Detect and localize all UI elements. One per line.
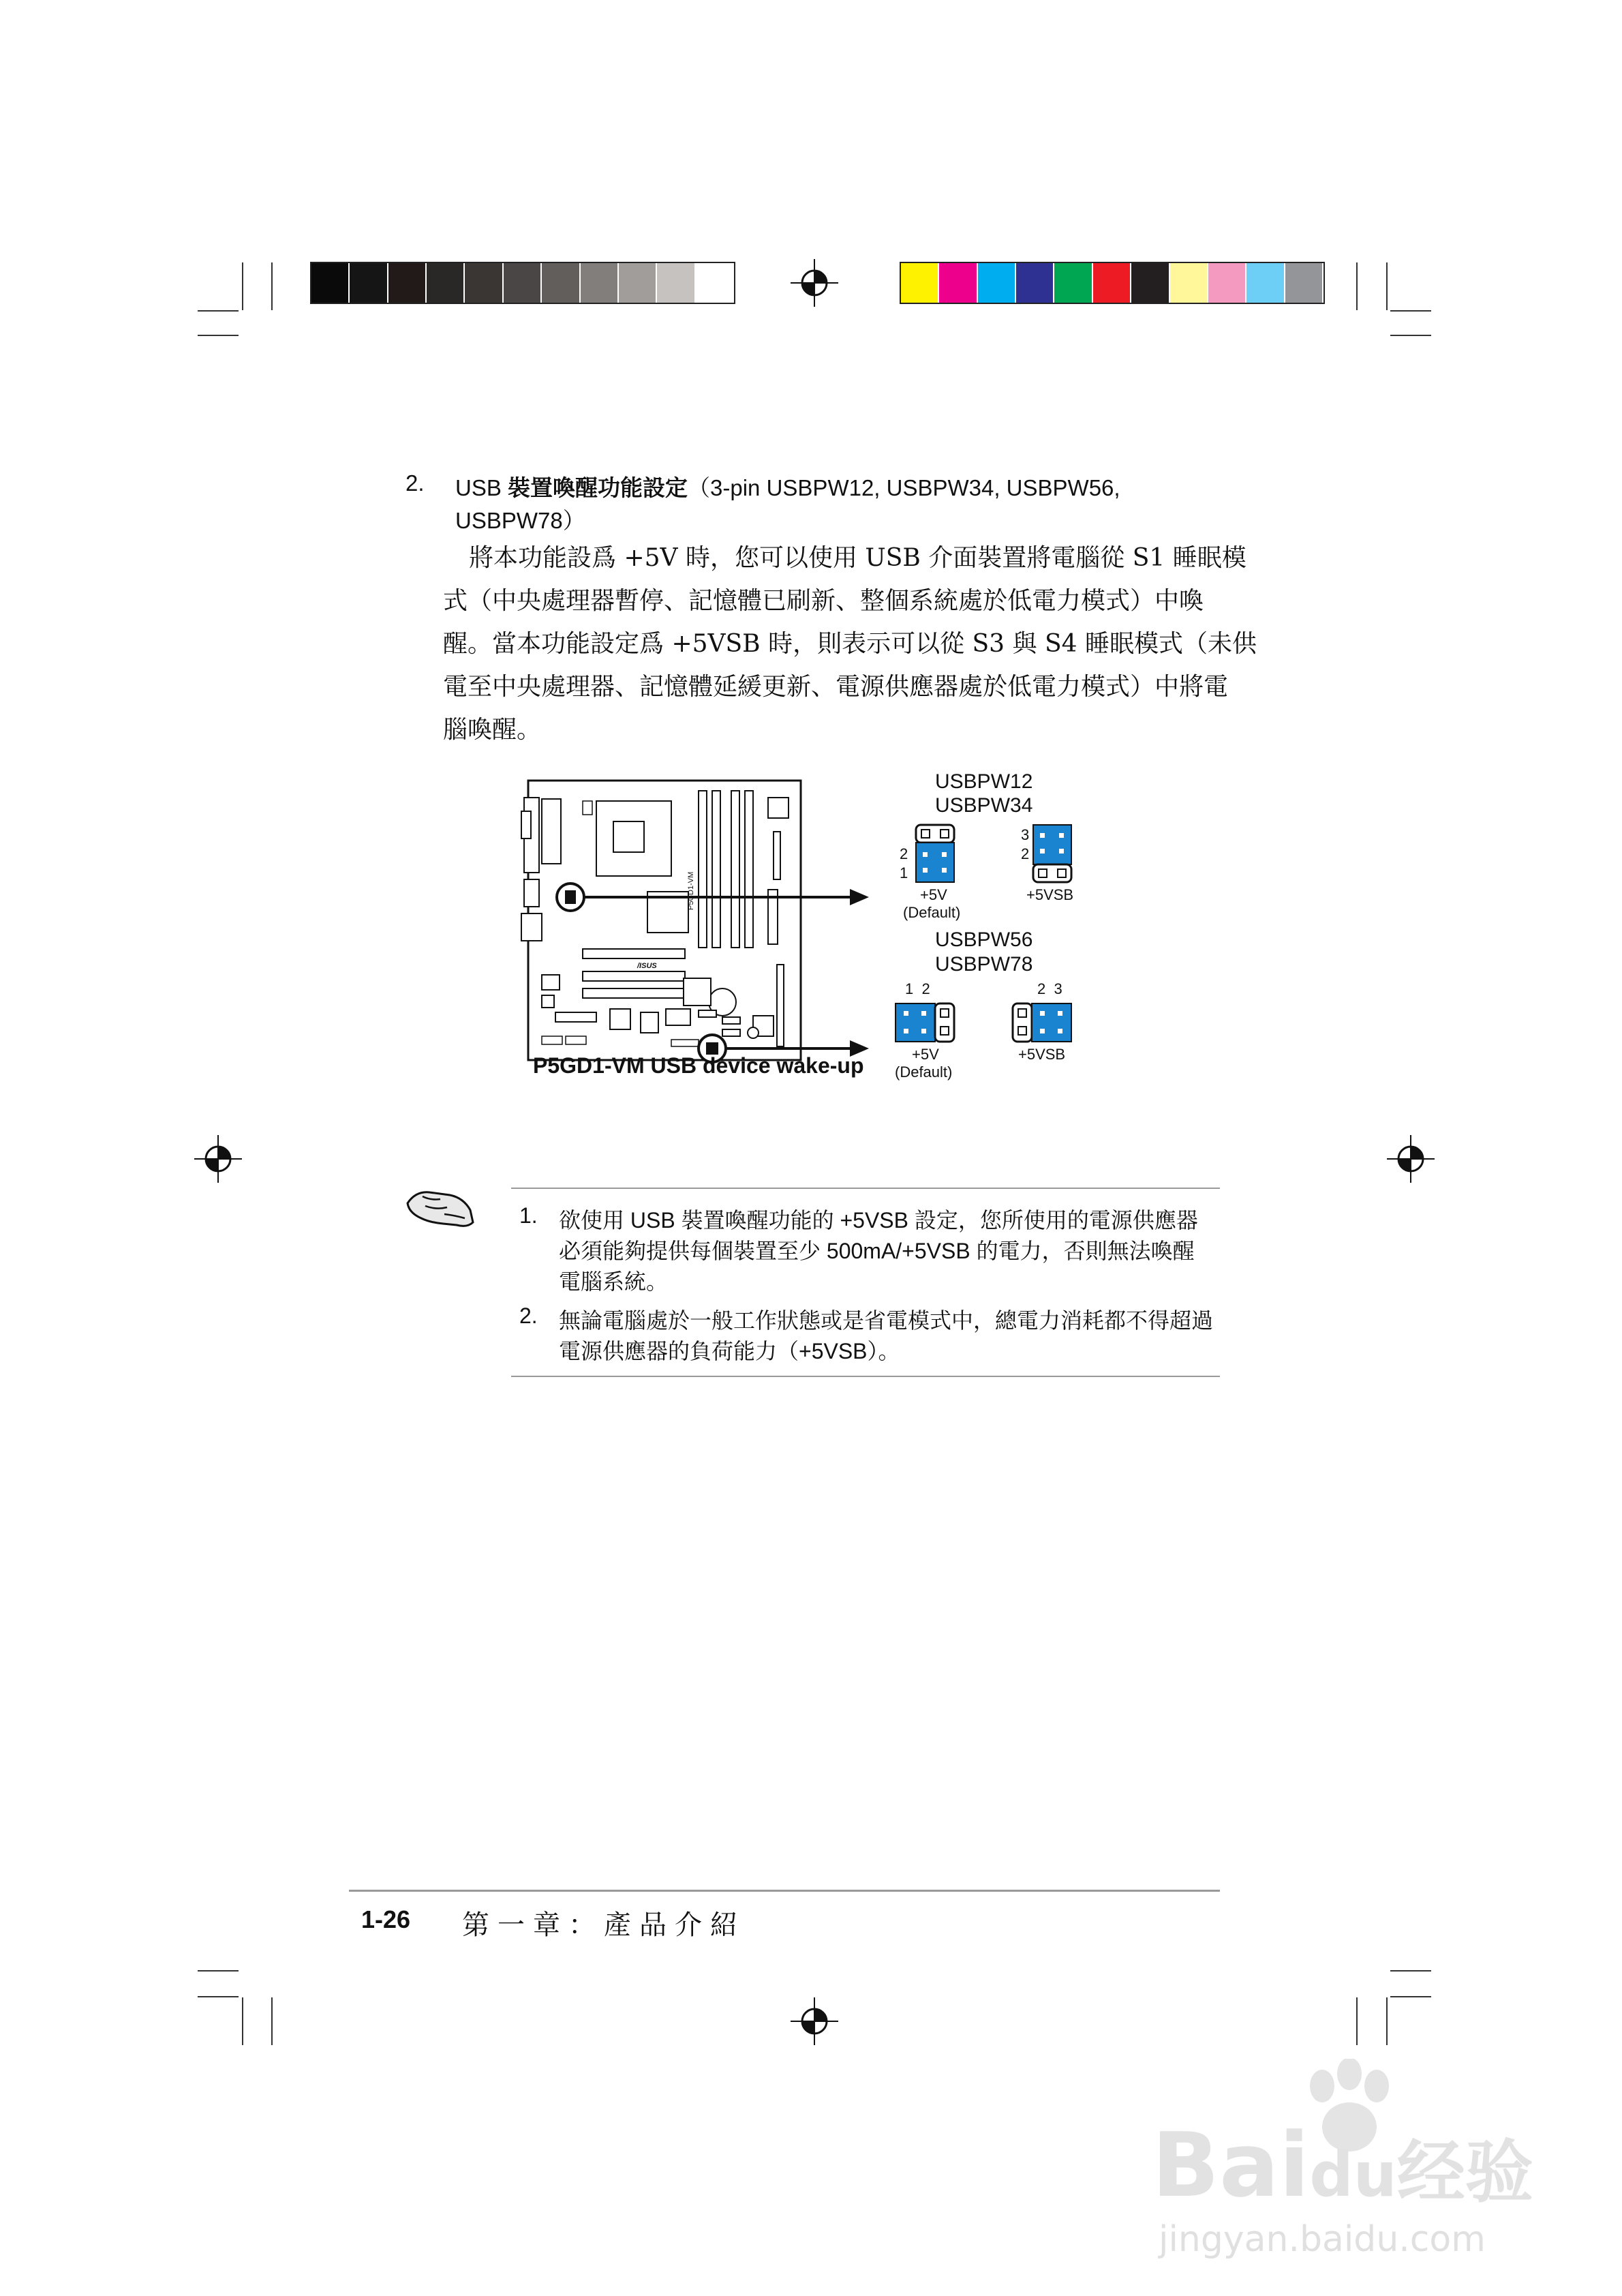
color-swatch [1208,263,1245,303]
color-swatch [939,263,976,303]
page-number: 1-26 [361,1905,411,1933]
color-swatch [1285,263,1322,303]
gray-swatch [465,263,502,303]
section-heading-line1 [455,470,1120,502]
jumper-group2-title2: USBPW78 [935,953,1033,976]
color-bar [900,262,1325,304]
gray-swatch [619,263,656,303]
footer-rule [349,1890,1220,1892]
color-swatch [901,263,938,303]
section-number: 2. [406,470,425,496]
jumper-group2-5v-icon [894,1002,957,1043]
registration-mark-bottom-icon [791,1997,838,2045]
color-swatch [1054,263,1091,303]
color-swatch [1093,263,1130,303]
paragraph-line: 將本功能設爲 +5V 時，您可以使用 USB 介面裝置將電腦從 S1 睡眠模 [469,544,1246,572]
color-swatch [1131,263,1168,303]
jumper-group2-right-label: +5VSB [1018,1046,1066,1063]
watermark-brand [1152,2113,1533,2217]
paragraph-line: 腦喚醒。 [443,716,542,744]
watermark-brand-part1: Bai [1152,2113,1310,2217]
gray-swatch [696,263,733,303]
color-swatch [1016,263,1053,303]
paragraph-line: 醒。當本功能設定爲 +5VSB 時，則表示可以從 S3 與 S4 睡眠模式（未供 [443,630,1257,658]
jumper-group2-left-sub: (Default) [895,1063,953,1081]
jumper-pin-label: 2 3 [1037,980,1062,997]
jumper-group1-left-sub: (Default) [903,904,961,921]
jumper-group1-left-label: +5V [920,886,947,903]
note-line: 電腦系統。 [559,1269,669,1294]
watermark-service: 经验 [1396,2132,1533,2212]
gray-swatch [388,263,425,303]
jumper-pin-label: 2 [1021,845,1030,862]
note-line: 必須能夠提供每個裝置至少 500mA/+5VSB 的電力，否則無法喚醒 [559,1239,1195,1263]
jumper-group1-5v-icon [915,824,955,883]
jumper-group2-title1: USBPW56 [935,928,1033,951]
section-heading-rest: （3-pin USBPW12, USBPW34, USBPW56, [688,475,1120,500]
jumper-group1-title1: USBPW12 [935,770,1033,793]
paragraph-line: 式（中央處理器暫停、記憶體已刷新、整個系統處於低電力模式）中喚 [443,587,1204,615]
color-swatch [1246,263,1283,303]
jumper-group2-left-label: +5V [912,1046,939,1063]
figure-caption: P5GD1-VM USB device wake-up [533,1053,864,1078]
jumper-group2-5vsb-icon [1011,1002,1074,1043]
section-heading-bold: 裝置喚醒功能設定 [508,475,688,500]
note-line: 電源供應器的負荷能力（+5VSB）。 [559,1339,900,1363]
note-line: 欲使用 USB 裝置喚醒功能的 +5VSB 設定，您所使用的電源供應器 [559,1208,1198,1233]
motherboard-diagram [515,770,876,1070]
registration-mark-left-icon [194,1135,242,1183]
jumper-pin-label: 1 2 [905,980,930,997]
section-heading-prefix: USB [455,475,508,500]
gray-swatch [581,263,617,303]
jumper-group1-title2: USBPW34 [935,794,1033,817]
jumper-pin-label: 1 [900,864,908,881]
gray-swatch [427,263,463,303]
watermark [1145,2059,1581,2263]
registration-mark-right-icon [1387,1135,1435,1183]
note-hand-icon [402,1183,477,1237]
note-line: 無論電腦處於一般工作狀態或是省電模式中，總電力消耗都不得超過 [559,1308,1214,1333]
gray-swatch [504,263,540,303]
note-number: 2. [519,1303,538,1328]
note-bottom-rule [511,1376,1220,1377]
color-swatch [978,263,1015,303]
note-top-rule [511,1188,1220,1189]
registration-mark-top-icon [791,259,838,307]
jumper-group1-right-label: +5VSB [1026,886,1074,903]
jumper-pin-label: 2 [900,845,908,862]
board-model-label: P5GD1-VM [687,871,695,910]
board-brand-label: /ISUS [637,962,657,970]
watermark-brand-part2: du [1309,2139,1397,2211]
section-heading-line2: USBPW78） [455,508,585,533]
watermark-url: jingyan.baidu.com [1159,2219,1486,2260]
chapter-title: 第一章：產品介紹 [462,1910,746,1940]
paragraph-line: 電至中央處理器、記憶體延緩更新、電源供應器處於低電力模式）中將電 [443,673,1229,701]
gray-swatch [657,263,694,303]
gray-swatch [311,263,348,303]
grayscale-bar [310,262,735,304]
gray-swatch [350,263,386,303]
gray-swatch [542,263,579,303]
note-number: 1. [519,1203,538,1228]
jumper-group1-5vsb-icon [1032,824,1073,883]
jumper-pin-label: 3 [1021,826,1030,843]
color-swatch [1170,263,1207,303]
